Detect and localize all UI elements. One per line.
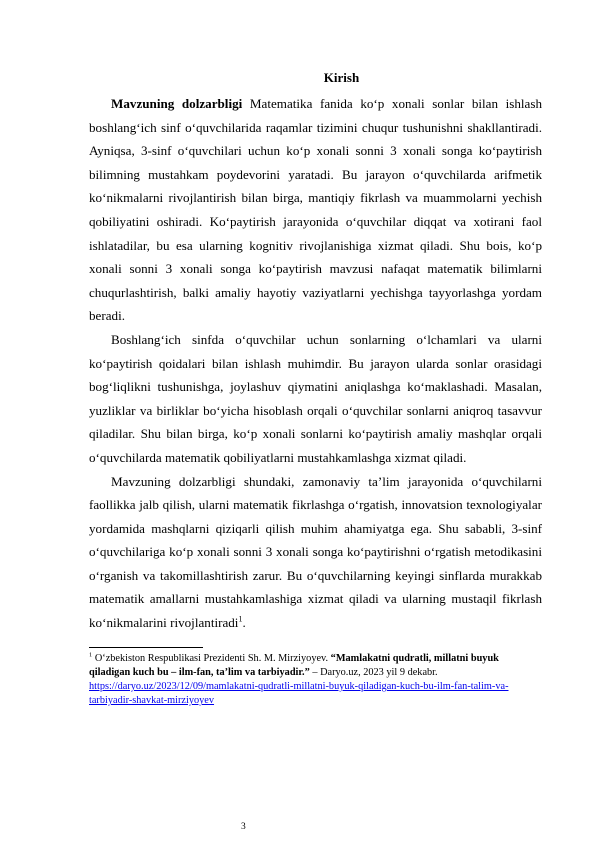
footnote-intro: O‘zbekiston Respublikasi Prezidenti Sh. M. Mirziyoyev. <box>92 652 331 664</box>
footnote-reference[interactable]: 1 <box>238 614 243 624</box>
paragraph-lead: Mavzuning dolzarbligi <box>111 96 243 111</box>
paragraph-primary-school: Boshlang‘ich sinfda o‘quvchilar uchun sonlarning o‘lchamlari va ularni ko‘paytirish qoidalari bilan ishlash muhimdir. Bu jarayon ularda sonlar orasidagi bog‘liqlikni tushunishga, joylashuv qiymatini aniqlashga ko‘maklashadi. Masalan, yuzliklar va birliklar bo‘yicha hisoblash orqali o‘quvchilar sonlarni aniqroq tasavvur qiladilar. Shu bilan birga, ko‘p xonali sonlarni ko‘paytirish amaliy mashqlar orqali o‘quvchilarda matematik qobiliyatlarni mustahkamlashga xizmat qiladi. <box>89 331 542 465</box>
footnote-number: 1 <box>89 651 93 659</box>
footnote-quote: “Mamlakatni qudratli, millatni buyuk qiladigan kuch bu – ilm-fan, ta’lim va tarbiyadir.” <box>89 652 499 678</box>
footnote-divider <box>89 647 203 648</box>
footnote <box>89 652 542 709</box>
page-number: 3 <box>241 822 246 832</box>
paragraph-modern-education: Mavzuning dolzarbligi shundaki, zamonaviy ta’lim jarayonida o‘quvchilarni faollikka jalb qilish, ularni matematik fikrlashga o‘rgatish, innovatsion texnologiyalar yordamida mashqlarni qiziqarli qilish muhim ahamiyatga ega. Shu sababli, 3-sinf o‘quvchilariga ko‘p xonali sonni 3 xonali songa ko‘paytirishni o‘rgatish metodikasini o‘rganish va takomillashtirish zarur. Bu o‘quvchilarning keyingi sinflarda murakkab matematik amallarni mustahkamlashiga xizmat qiladi va ularning mustaqil fikrlash ko‘nikmalarini rivojlantiradi$^1$. <box>89 473 542 631</box>
document-page <box>89 70 542 708</box>
section-title: Kirish <box>323 70 360 85</box>
paragraph-text: Matematika fanida ko‘p xonali sonlar bilan ishlash boshlang‘ich sinf o‘quvchilarida raqamlar tizimini chuqur tushunishni shakllantiradi. Ayniqsa, 3-sinf o‘quvchilari uchun ko‘p xonali sonni 3 xonali songa ko‘paytirish bilimning mustahkam poydevorini yaratadi. Bu jarayon o‘quvchilarda arifmetik ko‘nikmalarni rivojlantirish bilan birga, mantiqiy fikrlash va muammolarni yechish qobiliyatini oshiradi. Ko‘paytirish jarayonida o‘quvchilar diqqat va xotirani faol ishlatadilar, bu esa ularning kognitiv rivojlanishiga xizmat qiladi. Shu bois, ko‘p xonali sonni 3 xonali songa ko‘paytirish mavzusi nafaqat matematik bilimlarni chuqurlashtirish, balki amaliy hayotiy vaziyatlarni yechishga tayyorlashga yordam beradi. <box>89 96 542 324</box>
footnote-link[interactable]: https://daryo.uz/2023/12/09/mamlakatni-qudratli-millatni-buyuk-qiladigan-kuch-bu-ilm-fan-talim-va-tarbiyadir-shavkat-mirziyoyev <box>89 681 509 707</box>
paragraph-relevance <box>89 92 542 328</box>
footnote-source: – Daryo.uz, 2023 yil 9 dekabr. <box>309 666 438 678</box>
paragraph-text: Mavzuning dolzarbligi shundaki, zamonaviy ta’lim jarayonida o‘quvchilarni faollikka jalb qilish, ularni matematik fikrlashga o‘rgatish, innovatsion texnologiyalar yordamida mashqlarni qiziqarli qilish muhim ahamiyatga ega. Shu sababli, 3-sinf o‘quvchilariga ko‘p xonali sonni 3 xonali songa ko‘paytirishni o‘rgatish metodikasini o‘rganish va takomillashtirish zarur. Bu o‘quvchilarning keyingi sinflarda murakkab matematik amallarni mustahkamlashiga xizmat qiladi va ularning mustaqil fikrlash ko‘nikmalarini rivojlantiradi <box>89 473 542 631</box>
